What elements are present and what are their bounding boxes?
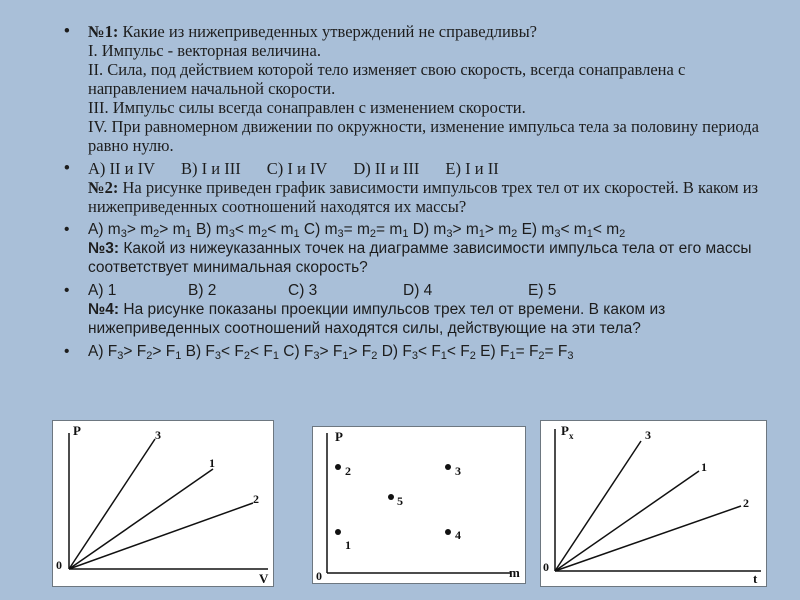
point-label: 1 — [345, 538, 351, 552]
bullet: • — [64, 221, 70, 238]
bullet: • — [64, 159, 70, 177]
origin-label: 0 — [543, 560, 549, 574]
point-label: 2 — [345, 464, 351, 478]
answer-option: D) 4 — [403, 282, 433, 299]
line-label: 3 — [645, 428, 651, 442]
question-3-text: Какой из нижеуказанных точек на диаграмме зависимости импульса тела от его массы соответствует минимальная скорость? — [88, 240, 752, 276]
x-axis-label: m — [509, 565, 520, 580]
graph-1-svg — [53, 421, 273, 586]
answer-option: D) II и III — [353, 159, 420, 178]
answer-option: E) I и II — [445, 159, 499, 178]
question-4-answers: A) $F_3> F_2> F_1$ B) $F_3< F_2< F_1$ C) $F_3> F_1> F_2$ D) $F_3< F_1< F_2$ E) $F_1= F_2= F_3$ — [88, 343, 574, 362]
graph-momentum-time — [540, 420, 767, 587]
point-3 — [445, 464, 451, 470]
y-axis-label: $P_x$ — [561, 423, 574, 441]
question-4-answers-item — [60, 342, 785, 361]
x-axis-label: V — [259, 571, 269, 586]
point-label: 3 — [455, 464, 461, 478]
origin-label: 0 — [316, 569, 322, 583]
statement-4: IV. При равномерном движении по окружности, изменение импульса тела за половину периода равно нулю. — [88, 117, 759, 155]
question-2 — [60, 159, 785, 216]
answer-option: A) 1 — [88, 282, 117, 299]
line-2 — [555, 506, 741, 571]
answer-option: A) II и IV — [88, 159, 156, 178]
question-4-number: №4: — [88, 301, 120, 318]
line-3 — [555, 441, 641, 571]
question-3-answers — [88, 281, 785, 300]
graph-momentum-mass — [312, 426, 526, 584]
question-2-text: На рисунке приведен график зависимости импульсов трех тел от их скоростей. В каком из нижеприведенных соотношений находятся их массы? — [88, 178, 759, 216]
y-axis-label: P — [335, 429, 343, 444]
question-1 — [60, 22, 785, 155]
line-label: 1 — [209, 456, 215, 470]
line-1 — [69, 469, 213, 569]
line-label: 2 — [253, 492, 259, 506]
statement-1: I. Импульс - векторная величина. — [88, 41, 321, 60]
answer-option: B) I и III — [181, 159, 241, 178]
slide-text — [60, 22, 785, 365]
y-axis-label: P — [73, 423, 81, 438]
question-2-answers: A) $m_3> m_2> m_1$ B) $m_3< m_2< m_1$ C) $m_3= m_2= m_1$ D) $m_3> m_1> m_2$ E) $m_3< m_1< m_2$ — [88, 221, 626, 240]
x-axis-label: t — [753, 571, 758, 586]
line-label: 2 — [743, 496, 749, 510]
line-3 — [69, 439, 155, 569]
graph-momentum-velocity — [52, 420, 274, 587]
question-3 — [60, 220, 785, 277]
answer-option: C) I и IV — [266, 159, 328, 178]
question-1-number: №1: — [88, 22, 119, 41]
line-1 — [555, 471, 699, 571]
bullet: • — [64, 282, 70, 299]
statement-3: III. Импульс силы всегда сонаправлен с изменением скорости. — [88, 98, 526, 117]
point-label: 5 — [397, 494, 403, 508]
question-1-text: Какие из нижеприведенных утверждений не справедливы? — [122, 22, 537, 41]
question-1-answers — [88, 159, 785, 178]
point-2 — [335, 464, 341, 470]
answer-option: E) 5 — [528, 282, 557, 299]
bullet: • — [64, 22, 70, 40]
origin-label: 0 — [56, 558, 62, 572]
answer-option: C) 3 — [288, 282, 318, 299]
graph-2-svg — [313, 427, 525, 583]
point-5 — [388, 494, 394, 500]
line-label: 1 — [701, 460, 707, 474]
statement-2: II. Сила, под действием которой тело изменяет свою скорость, всегда сонаправлена с направлением начальной скорости. — [88, 60, 686, 98]
question-4 — [60, 281, 785, 338]
question-3-number: №3: — [88, 240, 120, 257]
question-4-text: На рисунке показаны проекции импульсов трех тел от времени. В каком из нижеприведенных соотношений находятся силы, действующие на эти тела? — [88, 301, 666, 337]
answer-option: B) 2 — [188, 282, 217, 299]
point-4 — [445, 529, 451, 535]
point-1 — [335, 529, 341, 535]
bullet: • — [64, 343, 70, 360]
line-label: 3 — [155, 428, 161, 442]
point-label: 4 — [455, 528, 461, 542]
line-2 — [69, 503, 253, 569]
question-2-number: №2: — [88, 178, 119, 197]
graph-3-svg — [541, 421, 766, 586]
